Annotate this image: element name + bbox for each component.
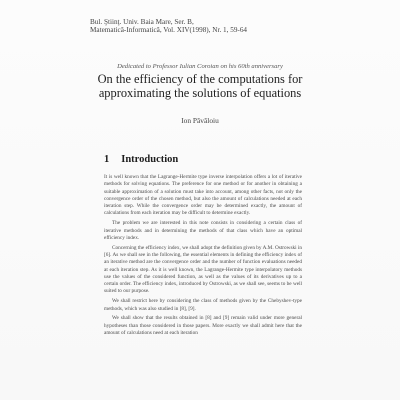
- paper-title: [60, 72, 340, 100]
- section-number: 1: [104, 154, 110, 165]
- title-line-2: approximating the solutions of equations: [98, 86, 302, 100]
- paragraph: It is well known that the Lagrange-Hermite type inverse interpolation offers a lot of iterative methods for solving equations. The preference for one method or for another in obtaining a suitable approximation of a solution must take into account, among other facts, not only the convergence order of the chosen method, but also the amount of calculations needed at each iteration step. While the convergence order may be determined exactly, the amount of calculations from each iteration may be difficult to determine exactly.: [104, 174, 302, 217]
- author: Ion Păvăloiu: [181, 116, 219, 125]
- journal-line-1: Bul. Ştiinţ. Univ. Baia Mare, Ser. B,: [90, 18, 194, 26]
- title-line-1: On the efficiency of the computations for: [97, 72, 303, 86]
- body-text: [104, 174, 302, 340]
- paragraph: Concerning the efficiency index, we shall adopt the definition given by A.M. Ostrowski in [6]. As we shall see in the following, the essential elements in defining the efficiency index of an iterative method are the convergence order and the number of function evaluations needed at each iteration step. As it is well known, the Lagrange-Hermite type interpolatory methods use the values of the considered function, as well as the values of its derivatives up to a certain order. The efficiency index, introduced by Ostrowski, as we shall see, seems to be well suited to our purpose.: [104, 244, 302, 295]
- paragraph: We shall show that the results obtained in [8] and [9] remain valid under more general hypotheses than those considered in those papers. More exactly we shall admit here that the amount of calculations need at each iteration: [104, 315, 302, 336]
- dedication: Dedicated to Professor Iulian Coroian on his 60th anniversary: [117, 63, 283, 70]
- section-heading: [104, 154, 178, 165]
- paragraph: We shall restrict here by considering the class of methods given by the Chebyshev-type methods, which was also studied in [8], [9].: [104, 298, 302, 312]
- journal-header: [90, 18, 247, 35]
- paragraph: The problem we are interested in this note consists in considering a certain class of iterative methods and in determining the methods of that class which have an optimal efficiency index.: [104, 220, 302, 241]
- journal-line-2: Matematică-Informatică, Vol. XIV(1998), Nr. 1, 59-64: [90, 26, 248, 35]
- section-title: Introduction: [121, 154, 179, 165]
